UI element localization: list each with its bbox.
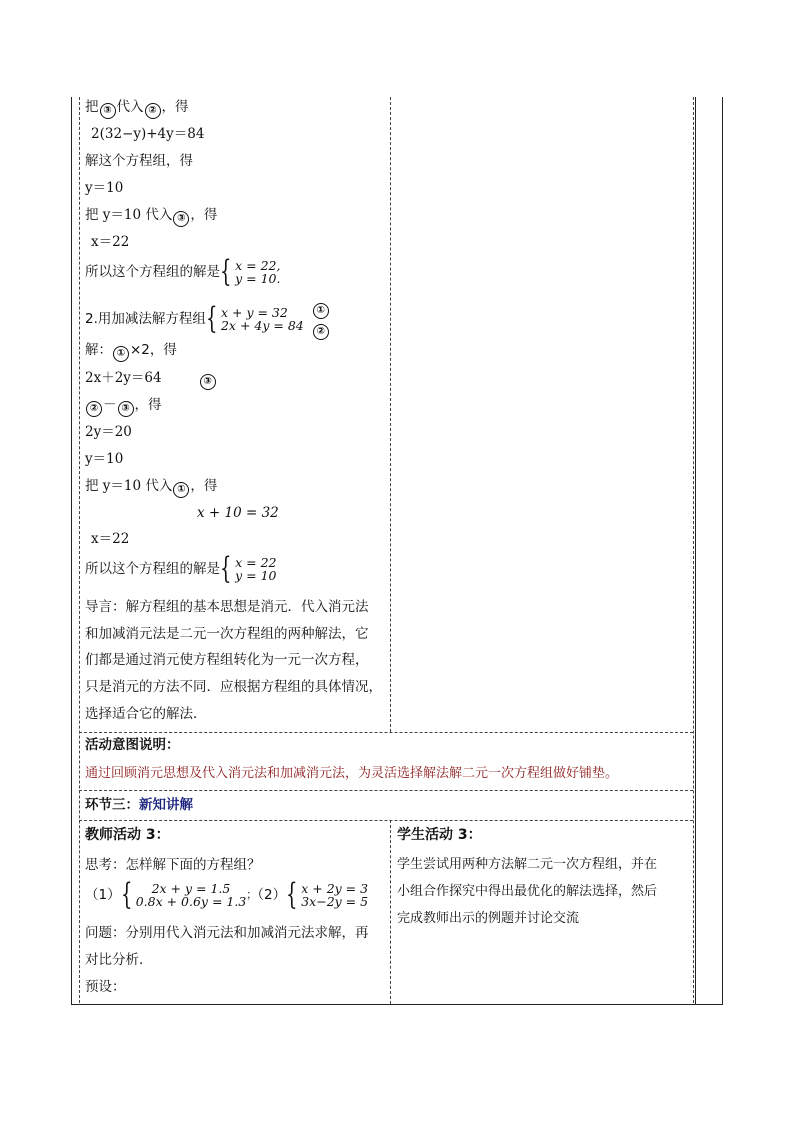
- eq: 0.8x + 0.6y = 1.3: [135, 894, 247, 909]
- text: 把: [85, 478, 103, 494]
- text: 代入: [116, 99, 144, 115]
- student-line: 完成教师出示的例题并讨论交流: [397, 911, 580, 926]
- eq: y = 10.: [235, 271, 281, 286]
- problem-1-system: [120, 877, 247, 912]
- brace-icon: {: [205, 301, 218, 336]
- eq: x + y = 32: [220, 305, 288, 320]
- table-left-border: [71, 97, 72, 1005]
- result-x: x＝22: [91, 531, 130, 547]
- eq: 2x + y = 1.5: [151, 881, 231, 896]
- text: 解：: [85, 342, 112, 358]
- centered-equation: x + 10 = 32: [197, 505, 279, 521]
- text: ×2，得: [130, 342, 177, 358]
- result-y: y＝10: [85, 180, 124, 196]
- text: 新知讲解: [139, 797, 193, 813]
- teacher-activity-cell: [85, 0, 390, 1004]
- text: 代入: [141, 207, 173, 223]
- result-y: y＝10: [85, 451, 124, 467]
- system-equations: [301, 882, 368, 908]
- text: ，得: [190, 207, 218, 223]
- text: ，得: [161, 99, 189, 115]
- eq: x + 2y = 3: [301, 881, 369, 896]
- value: y＝10: [102, 478, 142, 494]
- eq-mark-3: ③: [118, 401, 134, 417]
- brace-icon: {: [220, 551, 232, 586]
- teacher-heading: 教师活动 3：: [85, 827, 170, 843]
- text: （2）: [257, 887, 287, 903]
- text: 把: [85, 99, 99, 115]
- eq-mark-2: ②: [313, 324, 329, 340]
- system-equations: [136, 882, 247, 908]
- eq-mark-3: ③: [100, 103, 116, 119]
- text: 所以这个方程组的解是: [85, 264, 220, 280]
- guide-line: 只是消元的方法不同．应根据方程组的具体情况，: [85, 679, 382, 695]
- solve-text: 解这个方程组，得: [85, 153, 193, 169]
- text: 所以这个方程组的解是: [85, 561, 220, 577]
- brace-icon: {: [220, 254, 232, 289]
- equation-line: 2y＝20: [85, 424, 132, 440]
- equation: 2x＋2y＝64: [85, 370, 162, 386]
- eq-mark-2: ②: [86, 401, 102, 417]
- eq: x = 22: [235, 555, 277, 570]
- student-line: 学生尝试用两种方法解二元一次方程组，并在: [397, 857, 658, 872]
- guide-line: 导言：解方程组的基本思想是消元．代入消元法: [85, 599, 369, 615]
- inner-left-dashed-border: [79, 97, 80, 1003]
- equation-line: 2(32−y)+4y＝84: [91, 126, 205, 142]
- text: （1）: [85, 887, 121, 903]
- text: 环节三：: [85, 797, 139, 813]
- eq-mark-1: ①: [173, 482, 189, 498]
- brace-icon: {: [120, 877, 133, 912]
- text: ；: [246, 888, 258, 901]
- question-line: 问题：分别用代入消元法和加减消元法求解，再: [85, 925, 369, 941]
- problems-line: [85, 877, 369, 912]
- eq-mark-3: ③: [173, 211, 189, 227]
- inner-right-dashed-border: [693, 97, 694, 1003]
- text: 2.用加减法解方程组: [85, 311, 206, 327]
- text: 把: [85, 207, 103, 223]
- bottom-column-divider: [390, 820, 391, 1004]
- student-heading: 学生活动 3：: [397, 827, 482, 843]
- problem-2-system: [286, 877, 369, 912]
- eq-mark-2: ②: [145, 103, 161, 119]
- outer-column-divider: [695, 97, 696, 1005]
- preset-text: 预设：: [85, 979, 126, 995]
- eq: 3x−2y = 5: [301, 894, 369, 909]
- result-x: x＝22: [91, 234, 130, 250]
- question-line: 对比分析．: [85, 952, 153, 968]
- intent-heading: 活动意图说明：: [85, 737, 180, 753]
- student-activity-cell: [397, 0, 692, 1004]
- eq-mark-3: ③: [200, 374, 216, 390]
- intent-text: 通过回顾消元思想及代入消元法和加减消元法，为灵活选择解法解二元一次方程组做好铺垫。: [85, 766, 619, 781]
- guide-line: 和加减消元法是二元一次方程组的两种解法，它: [85, 626, 369, 642]
- table-right-border: [722, 97, 723, 1005]
- value: y＝10: [102, 207, 142, 223]
- eq-mark-1: ①: [313, 303, 329, 319]
- eq: x = 22,: [235, 258, 281, 273]
- text: ，得: [190, 478, 218, 494]
- eq: 2x + 4y = 84: [220, 318, 304, 333]
- guide-line: 选择适合它的解法．: [85, 706, 207, 722]
- text: 代入: [141, 478, 173, 494]
- text: ，得: [134, 397, 162, 413]
- brace-icon: {: [286, 877, 298, 912]
- eq-mark-1: ①: [113, 346, 129, 362]
- guide-line: 们都是通过消元使方程组转化为一元一次方程，: [85, 652, 369, 668]
- eq: y = 10: [235, 568, 277, 583]
- student-line: 小组合作探究中得出最优化的解法选择，然后: [397, 884, 658, 899]
- table-bottom-border: [71, 1004, 723, 1005]
- text: －: [103, 397, 117, 413]
- think-text: 思考：怎样解下面的方程组？: [85, 857, 261, 873]
